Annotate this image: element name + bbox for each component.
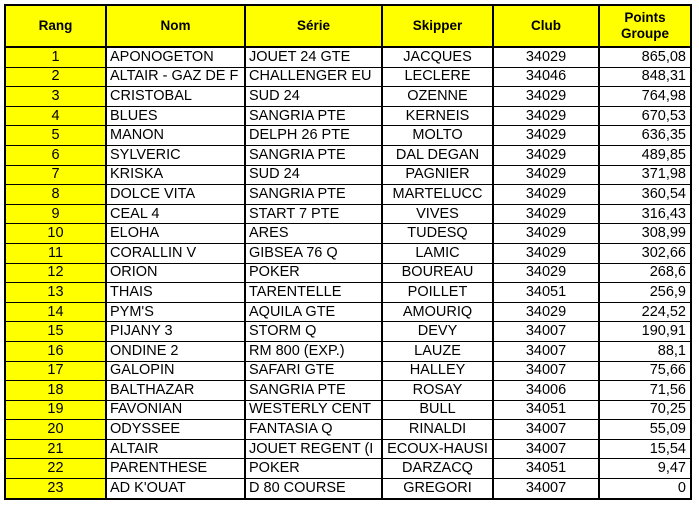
club-cell: 34007 — [493, 420, 599, 440]
rang-cell: 21 — [5, 439, 106, 459]
serie-cell: SANGRIA PTE — [245, 145, 382, 165]
rang-cell: 4 — [5, 106, 106, 126]
skipper-cell: ECOUX-HAUSI — [382, 439, 493, 459]
nom-cell: BLUES — [106, 106, 245, 126]
club-cell: 34029 — [493, 224, 599, 244]
header-row — [5, 5, 691, 47]
header-points-groupe — [599, 5, 691, 47]
points-cell: 865,08 — [599, 47, 691, 67]
points-cell: 636,35 — [599, 126, 691, 146]
table-row — [5, 224, 691, 244]
skipper-cell: DARZACQ — [382, 459, 493, 479]
skipper-cell: LAMIC — [382, 243, 493, 263]
serie-cell: JOUET 24 GTE — [245, 47, 382, 67]
serie-cell: START 7 PTE — [245, 204, 382, 224]
skipper-cell: BOUREAU — [382, 263, 493, 283]
rang-cell: 20 — [5, 420, 106, 440]
club-cell: 34046 — [493, 67, 599, 87]
skipper-cell: AMOURIQ — [382, 302, 493, 322]
points-cell: 256,9 — [599, 283, 691, 303]
table-row — [5, 439, 691, 459]
results-sheet — [4, 4, 692, 500]
table-row — [5, 420, 691, 440]
club-cell: 34007 — [493, 479, 599, 499]
rang-cell: 6 — [5, 145, 106, 165]
rang-cell: 19 — [5, 400, 106, 420]
rang-cell: 13 — [5, 283, 106, 303]
header-serie: Série — [245, 5, 382, 47]
rang-cell: 5 — [5, 126, 106, 146]
nom-cell: ALTAIR - GAZ DE F — [106, 67, 245, 87]
serie-cell: D 80 COURSE — [245, 479, 382, 499]
serie-cell: JOUET REGENT (I — [245, 439, 382, 459]
points-cell: 0 — [599, 479, 691, 499]
table-row — [5, 67, 691, 87]
rang-cell: 8 — [5, 185, 106, 205]
club-cell: 34029 — [493, 47, 599, 67]
rang-cell: 11 — [5, 243, 106, 263]
skipper-cell: MARTELUCC — [382, 185, 493, 205]
club-cell: 34051 — [493, 283, 599, 303]
nom-cell: SYLVERIC — [106, 145, 245, 165]
nom-cell: ONDINE 2 — [106, 341, 245, 361]
rang-cell: 10 — [5, 224, 106, 244]
skipper-cell: DEVY — [382, 322, 493, 342]
skipper-cell: VIVES — [382, 204, 493, 224]
club-cell: 34029 — [493, 106, 599, 126]
points-cell: 316,43 — [599, 204, 691, 224]
skipper-cell: OZENNE — [382, 87, 493, 107]
header-club: Club — [493, 5, 599, 47]
points-cell: 55,09 — [599, 420, 691, 440]
club-cell: 34029 — [493, 185, 599, 205]
skipper-cell: JACQUES — [382, 47, 493, 67]
table-row — [5, 145, 691, 165]
table-row — [5, 381, 691, 401]
club-cell: 34007 — [493, 361, 599, 381]
table-row — [5, 87, 691, 107]
nom-cell: CRISTOBAL — [106, 87, 245, 107]
points-cell: 268,6 — [599, 263, 691, 283]
skipper-cell: LAUZE — [382, 341, 493, 361]
nom-cell: BALTHAZAR — [106, 381, 245, 401]
table-row — [5, 322, 691, 342]
club-cell: 34007 — [493, 439, 599, 459]
header-points-line1: Points — [624, 10, 666, 25]
nom-cell: ALTAIR — [106, 439, 245, 459]
club-cell: 34051 — [493, 400, 599, 420]
nom-cell: AD K'OUAT — [106, 479, 245, 499]
serie-cell: STORM Q — [245, 322, 382, 342]
serie-cell: SANGRIA PTE — [245, 381, 382, 401]
skipper-cell: POILLET — [382, 283, 493, 303]
club-cell: 34051 — [493, 459, 599, 479]
nom-cell: GALOPIN — [106, 361, 245, 381]
rang-cell: 1 — [5, 47, 106, 67]
ranking-table — [4, 4, 692, 500]
skipper-cell: TUDESQ — [382, 224, 493, 244]
table-row — [5, 204, 691, 224]
nom-cell: FAVONIAN — [106, 400, 245, 420]
points-cell: 224,52 — [599, 302, 691, 322]
skipper-cell: DAL DEGAN — [382, 145, 493, 165]
serie-cell: SUD 24 — [245, 165, 382, 185]
nom-cell: PARENTHESE — [106, 459, 245, 479]
rang-cell: 16 — [5, 341, 106, 361]
rang-cell: 3 — [5, 87, 106, 107]
rang-cell: 9 — [5, 204, 106, 224]
points-cell: 302,66 — [599, 243, 691, 263]
serie-cell: SANGRIA PTE — [245, 185, 382, 205]
skipper-cell: LECLERE — [382, 67, 493, 87]
club-cell: 34029 — [493, 204, 599, 224]
table-row — [5, 126, 691, 146]
rang-cell: 18 — [5, 381, 106, 401]
club-cell: 34029 — [493, 165, 599, 185]
skipper-cell: HALLEY — [382, 361, 493, 381]
nom-cell: CORALLIN V — [106, 243, 245, 263]
serie-cell: SANGRIA PTE — [245, 106, 382, 126]
nom-cell: KRISKA — [106, 165, 245, 185]
nom-cell: CEAL 4 — [106, 204, 245, 224]
club-cell: 34007 — [493, 322, 599, 342]
rang-cell: 15 — [5, 322, 106, 342]
points-cell: 15,54 — [599, 439, 691, 459]
points-cell: 190,91 — [599, 322, 691, 342]
points-cell: 670,53 — [599, 106, 691, 126]
nom-cell: MANON — [106, 126, 245, 146]
skipper-cell: RINALDI — [382, 420, 493, 440]
serie-cell: WESTERLY CENT — [245, 400, 382, 420]
club-cell: 34029 — [493, 263, 599, 283]
nom-cell: ODYSSEE — [106, 420, 245, 440]
rang-cell: 23 — [5, 479, 106, 499]
table-row — [5, 479, 691, 499]
skipper-cell: BULL — [382, 400, 493, 420]
serie-cell: FANTASIA Q — [245, 420, 382, 440]
serie-cell: TARENTELLE — [245, 283, 382, 303]
table-row — [5, 400, 691, 420]
skipper-cell: GREGORI — [382, 479, 493, 499]
points-cell: 75,66 — [599, 361, 691, 381]
table-row — [5, 459, 691, 479]
rang-cell: 12 — [5, 263, 106, 283]
skipper-cell: KERNEIS — [382, 106, 493, 126]
points-cell: 360,54 — [599, 185, 691, 205]
serie-cell: DELPH 26 PTE — [245, 126, 382, 146]
nom-cell: PYM'S — [106, 302, 245, 322]
serie-cell: SUD 24 — [245, 87, 382, 107]
table-row — [5, 243, 691, 263]
table-row — [5, 185, 691, 205]
header-rang: Rang — [5, 5, 106, 47]
points-cell: 71,56 — [599, 381, 691, 401]
table-row — [5, 47, 691, 67]
nom-cell: THAIS — [106, 283, 245, 303]
nom-cell: APONOGETON — [106, 47, 245, 67]
serie-cell: GIBSEA 76 Q — [245, 243, 382, 263]
serie-cell: RM 800 (EXP.) — [245, 341, 382, 361]
nom-cell: DOLCE VITA — [106, 185, 245, 205]
points-cell: 371,98 — [599, 165, 691, 185]
serie-cell: POKER — [245, 263, 382, 283]
club-cell: 34029 — [493, 302, 599, 322]
nom-cell: ORION — [106, 263, 245, 283]
skipper-cell: PAGNIER — [382, 165, 493, 185]
serie-cell: AQUILA GTE — [245, 302, 382, 322]
rang-cell: 17 — [5, 361, 106, 381]
club-cell: 34029 — [493, 126, 599, 146]
points-cell: 308,99 — [599, 224, 691, 244]
table-row — [5, 283, 691, 303]
points-cell: 848,31 — [599, 67, 691, 87]
club-cell: 34007 — [493, 341, 599, 361]
points-cell: 764,98 — [599, 87, 691, 107]
rang-cell: 22 — [5, 459, 106, 479]
table-row — [5, 341, 691, 361]
table-row — [5, 302, 691, 322]
serie-cell: CHALLENGER EU — [245, 67, 382, 87]
club-cell: 34029 — [493, 87, 599, 107]
table-row — [5, 165, 691, 185]
table-row — [5, 263, 691, 283]
header-skipper: Skipper — [382, 5, 493, 47]
points-cell: 88,1 — [599, 341, 691, 361]
rang-cell: 14 — [5, 302, 106, 322]
table-row — [5, 361, 691, 381]
club-cell: 34029 — [493, 145, 599, 165]
club-cell: 34006 — [493, 381, 599, 401]
serie-cell: SAFARI GTE — [245, 361, 382, 381]
club-cell: 34029 — [493, 243, 599, 263]
rang-cell: 2 — [5, 67, 106, 87]
skipper-cell: ROSAY — [382, 381, 493, 401]
header-points-line2: Groupe — [620, 26, 669, 41]
table-body — [5, 47, 691, 499]
serie-cell: ARES — [245, 224, 382, 244]
points-cell: 489,85 — [599, 145, 691, 165]
points-cell: 9,47 — [599, 459, 691, 479]
nom-cell: ELOHA — [106, 224, 245, 244]
nom-cell: PIJANY 3 — [106, 322, 245, 342]
skipper-cell: MOLTO — [382, 126, 493, 146]
header-nom: Nom — [106, 5, 245, 47]
serie-cell: POKER — [245, 459, 382, 479]
rang-cell: 7 — [5, 165, 106, 185]
points-cell: 70,25 — [599, 400, 691, 420]
table-row — [5, 106, 691, 126]
